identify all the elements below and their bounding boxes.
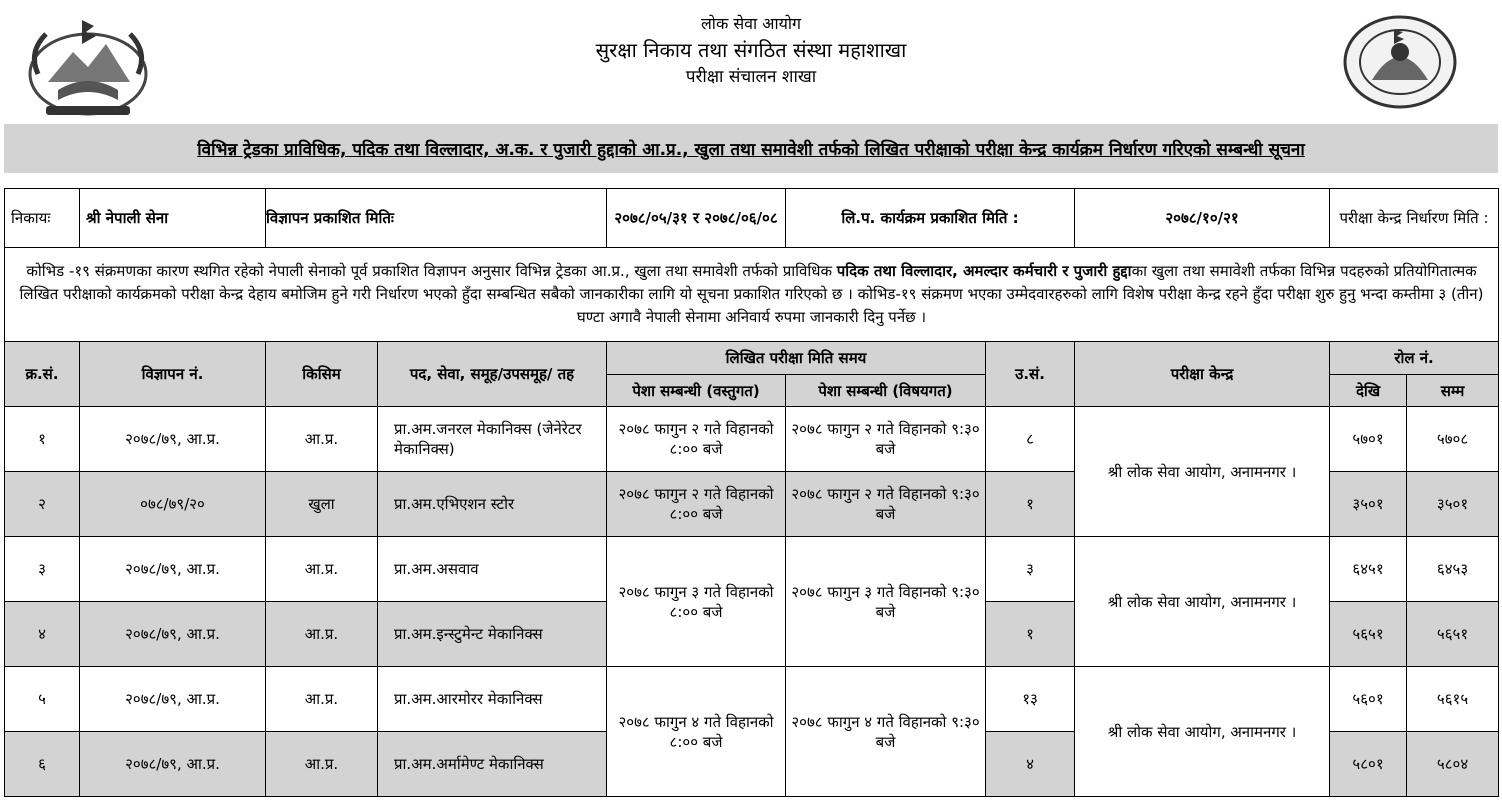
cell-subjective: २०७८ फागुन ३ गते विहानको ९:३० बजे [786,537,986,667]
cell-type: आ.प्र. [266,667,378,732]
cell-sn: ४ [5,602,80,667]
cell-candidates: ४ [986,732,1075,797]
cell-subjective: २०७८ फागुन २ गते विहानको ९:३० बजे [786,472,986,537]
cell-roll-to: ३५०१ [1407,472,1499,537]
col-subjective: पेशा सम्बन्धी (विषयगत) [786,375,986,407]
cell-roll-from: ५६०१ [1330,667,1407,732]
cell-subjective: २०७८ फागुन २ गते विहानको ९:३० बजे [786,407,986,472]
body-value: श्री नेपाली सेना [80,189,266,248]
col-candidates: उ.सं. [986,342,1075,407]
cell-type: खुला [266,472,378,537]
cell-post: प्रा.अम.एभिएशन स्टोर [378,472,607,537]
cell-candidates: ८ [986,407,1075,472]
cell-sn: ६ [5,732,80,797]
cell-roll-from: ६४५१ [1330,537,1407,602]
col-exam-time: लिखित परीक्षा मिति समय [607,342,986,375]
cell-ad-no: २०७८/७९, आ.प्र. [80,602,266,667]
cell-objective: २०७८ फागुन २ गते विहानको ८:०० बजे [607,472,786,537]
cell-candidates: १ [986,472,1075,537]
cell-ad-no: ०७८/७९/२० [80,472,266,537]
cell-post: प्रा.अम.इन्स्टुमेन्ट मेकानिक्स [378,602,607,667]
cell-ad-no: २०७८/७९, आ.प्र. [80,732,266,797]
col-objective: पेशा सम्बन्धी (वस्तुगत) [607,375,786,407]
body-label: निकायः [5,189,80,248]
cell-type: आ.प्र. [266,732,378,797]
table-row [5,537,1499,602]
col-roll-from: देखि [1330,375,1407,407]
col-type: किसिम [266,342,378,407]
cell-center: श्री लोक सेवा आयोग, अनामनगर । [1075,407,1330,537]
cell-post: प्रा.अम.जनरल मेकानिक्स (जेनेरेटर मेकानिक्स) [378,407,607,472]
cell-roll-to: ५६५१ [1407,602,1499,667]
center-date-label: परीक्षा केन्द्र निर्धारण मिति : [1330,189,1499,248]
cell-roll-to: ५८०४ [1407,732,1499,797]
header-division: सुरक्षा निकाय तथा संगठित संस्था महाशाखा [595,38,907,62]
cell-roll-from: ३५०१ [1330,472,1407,537]
notice-paragraph [5,248,1499,342]
info-row [5,189,1499,248]
table-row [5,667,1499,732]
cell-ad-no: २०७८/७९, आ.प्र. [80,537,266,602]
cell-post: प्रा.अम.असवाव [378,537,607,602]
cell-sn: ५ [5,667,80,732]
cell-candidates: १३ [986,667,1075,732]
cell-ad-no: २०७८/७९, आ.प्र. [80,667,266,732]
col-sn: क्र.सं. [5,342,80,407]
cell-roll-to: ६४५३ [1407,537,1499,602]
cell-sn: ३ [5,537,80,602]
cell-ad-no: २०७८/७९, आ.प्र. [80,407,266,472]
cell-center: श्री लोक सेवा आयोग, अनामनगर । [1075,537,1330,667]
notice-title-banner: विभिन्न ट्रेडका प्राविधिक, पदिक तथा विल्लादार, अ.क. र पुजारी हुद्दाको आ.प्र., खुला तथा समावेशी तर्फको लिखित परीक्षाको परीक्षा केन्द्र कार्यक्रम निर्धारण गरिएको सम्बन्धी सूचना [4,124,1498,173]
notice-text-b: का खुला तथा समावेशी तर्फका विभिन्न पदहरुको प्रतियोगितात्मक लिखित परीक्षाको कार्यक्रमको परीक्षा केन्द्र देहाय बमोजिम हुने गरी निर्धारण भएको हुँदा सम्बन्धित सबैको जानकारीका लागि यो सूचना प्रकाशित गरिएको छ । कोभिड-१९ संक्रमण भएका उम्मेदवारहरुको लागि विशेष परीक्षा केन्द्र रहने हुँदा परीक्षा शुरु हुनु भन्दा कम्तीमा ३ (तीन) घण्टा अगावै नेपाली सेनामा अनिवार्य रुपमा जानकारी दिनु पर्नेछ । [19,262,1484,326]
cell-roll-from: ५६५१ [1330,602,1407,667]
cell-objective: २०७८ फागुन ३ गते विहानको ८:०० बजे [607,537,786,667]
cell-objective: २०७८ फागुन २ गते विहानको ८:०० बजे [607,407,786,472]
cell-sn: १ [5,407,80,472]
col-center: परीक्षा केन्द्र [1075,342,1330,407]
col-post: पद, सेवा, समूह/उपसमूह/ तह [378,342,607,407]
cell-post: प्रा.अम.आरमोरर मेकानिक्स [378,667,607,732]
table-header-row [5,342,1499,375]
schedule-date-value: २०७८/१०/२१ [1075,189,1330,248]
cell-sn: २ [5,472,80,537]
header-section: परीक्षा संचालन शाखा [685,67,817,87]
notice-text-bold: पदिक तथा विल्लादार, अमल्दार कर्मचारी र पुजारी हुद्दा [836,262,1132,280]
cell-roll-to: ५७०८ [1407,407,1499,472]
cell-center: श्री लोक सेवा आयोग, अनामनगर । [1075,667,1330,797]
cell-candidates: ३ [986,537,1075,602]
cell-type: आ.प्र. [266,537,378,602]
cell-type: आ.प्र. [266,602,378,667]
cell-subjective: २०७८ फागुन ४ गते विहानको ९:३० बजे [786,667,986,797]
notice-row [5,248,1499,342]
col-roll: रोल नं. [1330,342,1499,375]
cell-candidates: १ [986,602,1075,667]
cell-type: आ.प्र. [266,407,378,472]
ad-date-value: २०७८/०५/३१ र २०७८/०६/०८ [607,189,786,248]
cell-roll-from: ५८०१ [1330,732,1407,797]
table-row [5,407,1499,472]
col-roll-to: सम्म [1407,375,1499,407]
header-org-name: लोक सेवा आयोग [700,14,802,33]
col-ad-no: विज्ञापन नं. [80,342,266,407]
ad-date-label: विज्ञापन प्रकाशित मितिः [266,209,394,227]
cell-objective: २०७८ फागुन ४ गते विहानको ८:०० बजे [607,667,786,797]
cell-post: प्रा.अम.अर्मामेण्ट मेकानिक्स [378,732,607,797]
psc-seal-icon [1342,14,1458,110]
cell-roll-from: ५७०१ [1330,407,1407,472]
notice-text-a: कोभिड -१९ संक्रमणका कारण स्थगित रहेको नेपाली सेनाको पूर्व प्रकाशित विज्ञापन अनुसार विभिन्न ट्रेडका आ.प्र., खुला तथा समावेशी तर्फको प्राविधिक [26,262,837,280]
page-header [0,0,1502,122]
schedule-date-label: लि.प. कार्यक्रम प्रकाशित मिति : [786,189,1075,248]
exam-schedule-table [4,188,1499,797]
cell-roll-to: ५६१५ [1407,667,1499,732]
